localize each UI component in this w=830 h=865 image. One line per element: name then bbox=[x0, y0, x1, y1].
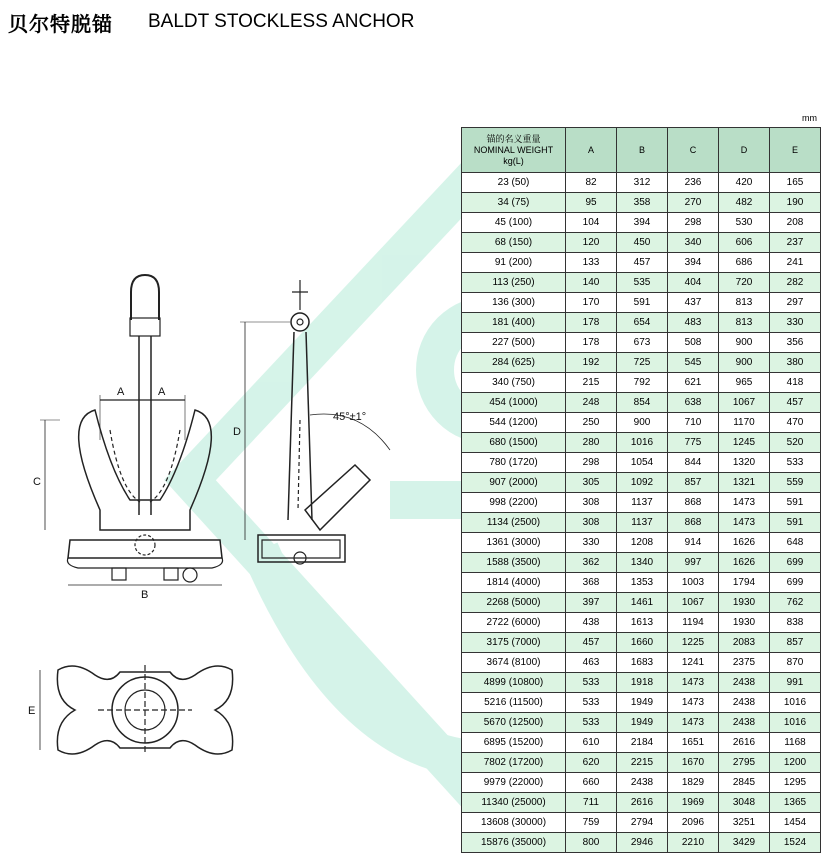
table-cell-value: 1245 bbox=[719, 433, 770, 453]
table-row bbox=[462, 493, 821, 513]
table-cell-value: 1137 bbox=[617, 493, 668, 513]
table-cell-weight: 780 (1720) bbox=[462, 453, 566, 473]
table-cell-value: 312 bbox=[617, 173, 668, 193]
table-row bbox=[462, 193, 821, 213]
table-cell-weight: 34 (75) bbox=[462, 193, 566, 213]
table-cell-value: 813 bbox=[719, 293, 770, 313]
table-cell-weight: 340 (750) bbox=[462, 373, 566, 393]
unit-label: mm bbox=[802, 113, 817, 123]
table-cell-value: 1473 bbox=[668, 713, 719, 733]
header-weight-en: NOMINAL WEIGHT bbox=[473, 144, 554, 155]
header-col-b: B bbox=[617, 128, 668, 173]
table-cell-value: 420 bbox=[719, 173, 770, 193]
table-cell-weight: 13608 (30000) bbox=[462, 813, 566, 833]
table-cell-value: 1365 bbox=[770, 793, 821, 813]
table-cell-weight: 68 (150) bbox=[462, 233, 566, 253]
table-cell-value: 120 bbox=[566, 233, 617, 253]
table-cell-value: 591 bbox=[770, 513, 821, 533]
table-row bbox=[462, 573, 821, 593]
table-cell-weight: 181 (400) bbox=[462, 313, 566, 333]
table-cell-value: 1003 bbox=[668, 573, 719, 593]
table-cell-value: 236 bbox=[668, 173, 719, 193]
table-row bbox=[462, 273, 821, 293]
table-cell-weight: 91 (200) bbox=[462, 253, 566, 273]
table-cell-weight: 544 (1200) bbox=[462, 413, 566, 433]
table-cell-value: 900 bbox=[719, 353, 770, 373]
table-cell-value: 208 bbox=[770, 213, 821, 233]
table-cell-value: 914 bbox=[668, 533, 719, 553]
table-cell-value: 340 bbox=[668, 233, 719, 253]
table-cell-value: 1461 bbox=[617, 593, 668, 613]
header-nominal-weight bbox=[462, 128, 566, 173]
table-cell-value: 699 bbox=[770, 553, 821, 573]
table-row bbox=[462, 353, 821, 373]
table-cell-weight: 1588 (3500) bbox=[462, 553, 566, 573]
table-row bbox=[462, 433, 821, 453]
table-cell-value: 559 bbox=[770, 473, 821, 493]
table-cell-value: 133 bbox=[566, 253, 617, 273]
table-cell-value: 725 bbox=[617, 353, 668, 373]
table-cell-value: 1949 bbox=[617, 713, 668, 733]
table-cell-value: 170 bbox=[566, 293, 617, 313]
table-row bbox=[462, 633, 821, 653]
table-row bbox=[462, 173, 821, 193]
table-cell-value: 508 bbox=[668, 333, 719, 353]
table-cell-value: 483 bbox=[668, 313, 719, 333]
table-cell-value: 248 bbox=[566, 393, 617, 413]
table-cell-value: 1473 bbox=[719, 513, 770, 533]
table-cell-weight: 5216 (11500) bbox=[462, 693, 566, 713]
table-cell-value: 308 bbox=[566, 493, 617, 513]
table-row bbox=[462, 253, 821, 273]
table-cell-value: 533 bbox=[770, 453, 821, 473]
page-title-chinese: 贝尔特脱锚 bbox=[8, 12, 113, 36]
table-cell-value: 533 bbox=[566, 673, 617, 693]
table-cell-value: 1016 bbox=[770, 693, 821, 713]
table-row bbox=[462, 533, 821, 553]
table-row bbox=[462, 553, 821, 573]
table-cell-value: 900 bbox=[617, 413, 668, 433]
table-cell-value: 1829 bbox=[668, 773, 719, 793]
table-cell-weight: 113 (250) bbox=[462, 273, 566, 293]
table-cell-value: 854 bbox=[617, 393, 668, 413]
table-cell-value: 673 bbox=[617, 333, 668, 353]
table-cell-value: 1067 bbox=[719, 393, 770, 413]
table-cell-value: 457 bbox=[770, 393, 821, 413]
table-cell-value: 1473 bbox=[668, 673, 719, 693]
table-row bbox=[462, 813, 821, 833]
table-cell-value: 965 bbox=[719, 373, 770, 393]
table-cell-value: 2616 bbox=[617, 793, 668, 813]
table-cell-value: 457 bbox=[566, 633, 617, 653]
table-cell-value: 1170 bbox=[719, 413, 770, 433]
table-cell-weight: 23 (50) bbox=[462, 173, 566, 193]
table-cell-value: 638 bbox=[668, 393, 719, 413]
table-cell-value: 699 bbox=[770, 573, 821, 593]
table-cell-value: 621 bbox=[668, 373, 719, 393]
table-cell-weight: 454 (1000) bbox=[462, 393, 566, 413]
table-cell-weight: 136 (300) bbox=[462, 293, 566, 313]
table-cell-weight: 3175 (7000) bbox=[462, 633, 566, 653]
table-cell-value: 165 bbox=[770, 173, 821, 193]
table-cell-value: 362 bbox=[566, 553, 617, 573]
header-weight-cn: 锚的名义重量 bbox=[486, 133, 541, 144]
table-cell-value: 2616 bbox=[719, 733, 770, 753]
table-cell-value: 759 bbox=[566, 813, 617, 833]
table-cell-value: 178 bbox=[566, 313, 617, 333]
table-cell-weight: 284 (625) bbox=[462, 353, 566, 373]
table-cell-weight: 9979 (22000) bbox=[462, 773, 566, 793]
table-cell-value: 482 bbox=[719, 193, 770, 213]
table-cell-value: 813 bbox=[719, 313, 770, 333]
table-cell-weight: 1134 (2500) bbox=[462, 513, 566, 533]
table-cell-value: 900 bbox=[719, 333, 770, 353]
front-shackle-pin bbox=[130, 318, 160, 336]
table-cell-value: 1194 bbox=[668, 613, 719, 633]
table-cell-value: 215 bbox=[566, 373, 617, 393]
table-row bbox=[462, 453, 821, 473]
table-cell-value: 380 bbox=[770, 353, 821, 373]
table-cell-value: 792 bbox=[617, 373, 668, 393]
table-cell-value: 857 bbox=[668, 473, 719, 493]
table-cell-value: 237 bbox=[770, 233, 821, 253]
table-cell-value: 1626 bbox=[719, 533, 770, 553]
table-cell-value: 394 bbox=[617, 213, 668, 233]
table-row bbox=[462, 653, 821, 673]
table-cell-value: 1016 bbox=[770, 713, 821, 733]
table-cell-value: 394 bbox=[668, 253, 719, 273]
table-cell-value: 330 bbox=[770, 313, 821, 333]
table-cell-value: 868 bbox=[668, 513, 719, 533]
table-row bbox=[462, 213, 821, 233]
table-cell-value: 1918 bbox=[617, 673, 668, 693]
table-cell-weight: 680 (1500) bbox=[462, 433, 566, 453]
table-cell-value: 1208 bbox=[617, 533, 668, 553]
table-row bbox=[462, 333, 821, 353]
table-cell-value: 800 bbox=[566, 833, 617, 853]
angle-label: 45°±1° bbox=[333, 411, 367, 423]
table-cell-value: 1949 bbox=[617, 693, 668, 713]
table-cell-weight: 11340 (25000) bbox=[462, 793, 566, 813]
table-row bbox=[462, 393, 821, 413]
dim-label-a-left: A bbox=[117, 386, 125, 398]
table-row bbox=[462, 513, 821, 533]
table-cell-value: 298 bbox=[668, 213, 719, 233]
table-cell-value: 2083 bbox=[719, 633, 770, 653]
table-row bbox=[462, 713, 821, 733]
table-cell-value: 1067 bbox=[668, 593, 719, 613]
table-header-row bbox=[462, 128, 821, 173]
table-cell-value: 1168 bbox=[770, 733, 821, 753]
table-cell-value: 368 bbox=[566, 573, 617, 593]
table-cell-value: 2438 bbox=[719, 673, 770, 693]
table-cell-value: 2184 bbox=[617, 733, 668, 753]
anchor-technical-drawing bbox=[0, 240, 440, 760]
table-cell-value: 2794 bbox=[617, 813, 668, 833]
table-cell-value: 654 bbox=[617, 313, 668, 333]
table-row bbox=[462, 613, 821, 633]
table-cell-value: 1200 bbox=[770, 753, 821, 773]
table-cell-value: 2438 bbox=[617, 773, 668, 793]
table-cell-value: 1930 bbox=[719, 593, 770, 613]
table-cell-value: 418 bbox=[770, 373, 821, 393]
table-cell-value: 1225 bbox=[668, 633, 719, 653]
table-cell-value: 397 bbox=[566, 593, 617, 613]
table-cell-value: 404 bbox=[668, 273, 719, 293]
table-row bbox=[462, 313, 821, 333]
table-cell-value: 2438 bbox=[719, 713, 770, 733]
table-cell-value: 1092 bbox=[617, 473, 668, 493]
table-cell-value: 533 bbox=[566, 693, 617, 713]
table-cell-value: 545 bbox=[668, 353, 719, 373]
table-cell-value: 775 bbox=[668, 433, 719, 453]
table-cell-weight: 1814 (4000) bbox=[462, 573, 566, 593]
table-cell-value: 1353 bbox=[617, 573, 668, 593]
table-cell-value: 2795 bbox=[719, 753, 770, 773]
table-cell-value: 3429 bbox=[719, 833, 770, 853]
table-cell-value: 762 bbox=[770, 593, 821, 613]
table-cell-weight: 6895 (15200) bbox=[462, 733, 566, 753]
table-cell-value: 1454 bbox=[770, 813, 821, 833]
table-cell-value: 520 bbox=[770, 433, 821, 453]
table-row bbox=[462, 413, 821, 433]
table-cell-value: 457 bbox=[617, 253, 668, 273]
table-cell-value: 1137 bbox=[617, 513, 668, 533]
table-cell-weight: 2722 (6000) bbox=[462, 613, 566, 633]
table-cell-value: 463 bbox=[566, 653, 617, 673]
table-cell-value: 1683 bbox=[617, 653, 668, 673]
header-col-a: A bbox=[566, 128, 617, 173]
table-row bbox=[462, 693, 821, 713]
table-cell-weight: 15876 (35000) bbox=[462, 833, 566, 853]
table-cell-value: 606 bbox=[719, 233, 770, 253]
table-cell-value: 1613 bbox=[617, 613, 668, 633]
table-cell-value: 1969 bbox=[668, 793, 719, 813]
table-cell-weight: 4899 (10800) bbox=[462, 673, 566, 693]
table-cell-value: 1660 bbox=[617, 633, 668, 653]
table-row bbox=[462, 753, 821, 773]
table-cell-value: 991 bbox=[770, 673, 821, 693]
table-cell-value: 1930 bbox=[719, 613, 770, 633]
table-cell-value: 3048 bbox=[719, 793, 770, 813]
table-cell-value: 648 bbox=[770, 533, 821, 553]
table-cell-value: 330 bbox=[566, 533, 617, 553]
table-row bbox=[462, 233, 821, 253]
table-cell-value: 1794 bbox=[719, 573, 770, 593]
table-cell-value: 1321 bbox=[719, 473, 770, 493]
table-row bbox=[462, 733, 821, 753]
table-cell-value: 838 bbox=[770, 613, 821, 633]
table-cell-value: 3251 bbox=[719, 813, 770, 833]
table-cell-value: 710 bbox=[668, 413, 719, 433]
table-cell-value: 2210 bbox=[668, 833, 719, 853]
table-cell-weight: 45 (100) bbox=[462, 213, 566, 233]
table-cell-value: 308 bbox=[566, 513, 617, 533]
header-weight-unit: kg(L) bbox=[503, 155, 524, 166]
table-cell-value: 2215 bbox=[617, 753, 668, 773]
table-cell-value: 2845 bbox=[719, 773, 770, 793]
table-cell-value: 1626 bbox=[719, 553, 770, 573]
dim-label-c: C bbox=[33, 476, 41, 488]
table-cell-value: 868 bbox=[668, 493, 719, 513]
table-cell-weight: 998 (2200) bbox=[462, 493, 566, 513]
table-cell-weight: 5670 (12500) bbox=[462, 713, 566, 733]
table-cell-weight: 907 (2000) bbox=[462, 473, 566, 493]
table-cell-value: 530 bbox=[719, 213, 770, 233]
anchor-spec-table bbox=[461, 127, 821, 853]
table-cell-value: 270 bbox=[668, 193, 719, 213]
table-cell-value: 437 bbox=[668, 293, 719, 313]
dim-label-a-right: A bbox=[158, 386, 166, 398]
dim-label-e: E bbox=[28, 705, 36, 717]
table-cell-value: 192 bbox=[566, 353, 617, 373]
table-row bbox=[462, 473, 821, 493]
table-cell-value: 250 bbox=[566, 413, 617, 433]
header-col-d: D bbox=[719, 128, 770, 173]
table-cell-value: 2438 bbox=[719, 693, 770, 713]
table-cell-value: 720 bbox=[719, 273, 770, 293]
table-row bbox=[462, 673, 821, 693]
table-cell-value: 533 bbox=[566, 713, 617, 733]
table-cell-value: 1295 bbox=[770, 773, 821, 793]
table-cell-value: 2375 bbox=[719, 653, 770, 673]
table-cell-value: 1016 bbox=[617, 433, 668, 453]
table-cell-value: 190 bbox=[770, 193, 821, 213]
table-cell-value: 280 bbox=[566, 433, 617, 453]
page-title-english: BALDT STOCKLESS ANCHOR bbox=[148, 11, 415, 32]
table-cell-value: 298 bbox=[566, 453, 617, 473]
table-cell-value: 1473 bbox=[719, 493, 770, 513]
table-cell-value: 1473 bbox=[668, 693, 719, 713]
table-cell-value: 2946 bbox=[617, 833, 668, 853]
table-row bbox=[462, 293, 821, 313]
table-cell-value: 438 bbox=[566, 613, 617, 633]
table-cell-value: 95 bbox=[566, 193, 617, 213]
table-cell-value: 470 bbox=[770, 413, 821, 433]
table-cell-value: 591 bbox=[770, 493, 821, 513]
table-cell-value: 535 bbox=[617, 273, 668, 293]
front-shackle bbox=[131, 275, 159, 320]
header-col-e: E bbox=[770, 128, 821, 173]
table-cell-value: 241 bbox=[770, 253, 821, 273]
table-cell-value: 1320 bbox=[719, 453, 770, 473]
table-cell-value: 870 bbox=[770, 653, 821, 673]
header-col-c: C bbox=[668, 128, 719, 173]
table-cell-weight: 1361 (3000) bbox=[462, 533, 566, 553]
table-cell-value: 1524 bbox=[770, 833, 821, 853]
table-cell-value: 591 bbox=[617, 293, 668, 313]
table-cell-value: 660 bbox=[566, 773, 617, 793]
table-cell-value: 1651 bbox=[668, 733, 719, 753]
table-cell-value: 358 bbox=[617, 193, 668, 213]
table-cell-value: 297 bbox=[770, 293, 821, 313]
table-cell-value: 282 bbox=[770, 273, 821, 293]
table-cell-value: 82 bbox=[566, 173, 617, 193]
table-cell-weight: 227 (500) bbox=[462, 333, 566, 353]
table-cell-value: 140 bbox=[566, 273, 617, 293]
table-cell-value: 356 bbox=[770, 333, 821, 353]
table-cell-weight: 7802 (17200) bbox=[462, 753, 566, 773]
table-cell-value: 997 bbox=[668, 553, 719, 573]
table-row bbox=[462, 833, 821, 853]
table-body bbox=[462, 173, 821, 853]
table-cell-value: 2096 bbox=[668, 813, 719, 833]
table-cell-value: 711 bbox=[566, 793, 617, 813]
table-cell-value: 686 bbox=[719, 253, 770, 273]
table-cell-value: 620 bbox=[566, 753, 617, 773]
dim-label-b: B bbox=[141, 589, 149, 601]
table-cell-value: 178 bbox=[566, 333, 617, 353]
table-cell-value: 1340 bbox=[617, 553, 668, 573]
table-row bbox=[462, 593, 821, 613]
front-flukes bbox=[79, 410, 212, 530]
table-cell-value: 1670 bbox=[668, 753, 719, 773]
table-cell-value: 1241 bbox=[668, 653, 719, 673]
table-cell-value: 104 bbox=[566, 213, 617, 233]
table-row bbox=[462, 373, 821, 393]
table-cell-weight: 2268 (5000) bbox=[462, 593, 566, 613]
table-cell-value: 1054 bbox=[617, 453, 668, 473]
table-cell-value: 305 bbox=[566, 473, 617, 493]
table-cell-value: 857 bbox=[770, 633, 821, 653]
side-fluke bbox=[305, 465, 370, 530]
table-row bbox=[462, 773, 821, 793]
table-row bbox=[462, 793, 821, 813]
dim-label-d: D bbox=[233, 426, 241, 438]
table-cell-value: 450 bbox=[617, 233, 668, 253]
table-cell-value: 844 bbox=[668, 453, 719, 473]
table-cell-value: 610 bbox=[566, 733, 617, 753]
table-cell-weight: 3674 (8100) bbox=[462, 653, 566, 673]
